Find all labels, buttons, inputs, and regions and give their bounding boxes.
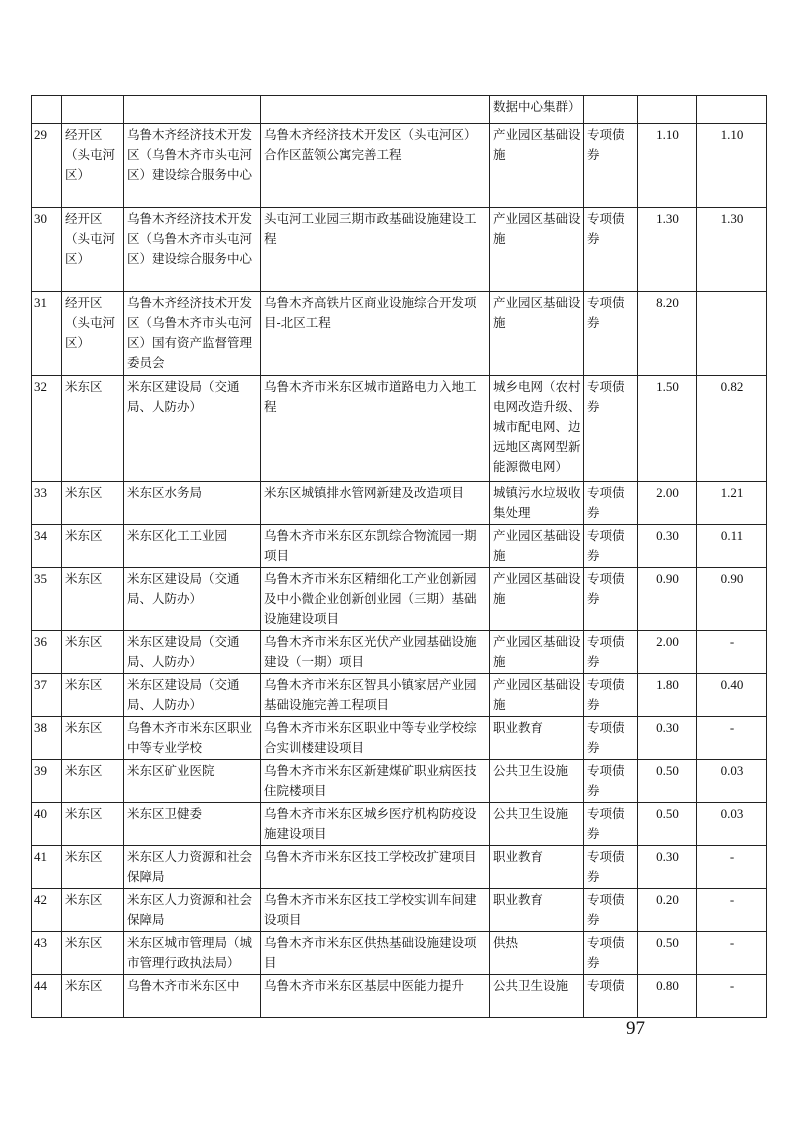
row-number: 31 (32, 292, 62, 376)
unit-cell: 乌鲁木齐经济技术开发区（乌鲁木齐市头屯河区）建设综合服务中心 (124, 208, 261, 292)
amount-cell: 8.20 (638, 292, 697, 376)
amount2-cell: - (697, 717, 767, 760)
amount-cell: 0.50 (638, 803, 697, 846)
district-cell: 经开区（头屯河区） (62, 124, 124, 208)
project-cell: 乌鲁木齐市米东区精细化工产业创新园及中小微企业创新创业园（三期）基础设施建设项目 (261, 568, 490, 631)
field-cell: 职业教育 (490, 846, 584, 889)
continuation-amount-cell (638, 96, 697, 124)
amount-cell: 0.50 (638, 760, 697, 803)
unit-cell: 米东区建设局（交通局、人防办） (124, 376, 261, 482)
row-number: 29 (32, 124, 62, 208)
bond-type-cell: 专项债券 (584, 568, 638, 631)
bond-type-cell: 专项债券 (584, 717, 638, 760)
project-table (31, 95, 767, 1018)
field-cell: 产业园区基础设施 (490, 124, 584, 208)
table-row (32, 674, 767, 717)
continuation-unit-cell (124, 96, 261, 124)
bond-type-cell: 专项债券 (584, 208, 638, 292)
row-number: 32 (32, 376, 62, 482)
row-number: 33 (32, 482, 62, 525)
unit-cell: 米东区卫健委 (124, 803, 261, 846)
bond-type-cell: 专项债券 (584, 525, 638, 568)
amount2-cell: 1.21 (697, 482, 767, 525)
field-cell: 城乡电网（农村电网改造升级、城市配电网、边远地区离网型新能源微电网） (490, 376, 584, 482)
field-cell: 公共卫生设施 (490, 760, 584, 803)
field-cell: 公共卫生设施 (490, 975, 584, 1018)
amount-cell: 0.30 (638, 846, 697, 889)
amount-cell: 0.20 (638, 889, 697, 932)
district-cell: 米东区 (62, 568, 124, 631)
table-row (32, 124, 767, 208)
district-cell: 米东区 (62, 525, 124, 568)
unit-cell: 米东区化工工业园 (124, 525, 261, 568)
district-cell: 米东区 (62, 889, 124, 932)
district-cell: 经开区（头屯河区） (62, 292, 124, 376)
field-cell: 公共卫生设施 (490, 803, 584, 846)
project-cell: 乌鲁木齐市米东区供热基础设施建设项目 (261, 932, 490, 975)
amount2-cell: 1.10 (697, 124, 767, 208)
amount-cell: 1.80 (638, 674, 697, 717)
amount2-cell: 0.90 (697, 568, 767, 631)
project-cell: 乌鲁木齐高铁片区商业设施综合开发项目-北区工程 (261, 292, 490, 376)
amount2-cell: 0.82 (697, 376, 767, 482)
amount-cell: 0.80 (638, 975, 697, 1018)
bond-type-cell: 专项债券 (584, 889, 638, 932)
district-cell: 米东区 (62, 975, 124, 1018)
table-row (32, 889, 767, 932)
district-cell: 米东区 (62, 932, 124, 975)
table-row (32, 975, 767, 1018)
bond-type-cell: 专项债券 (584, 631, 638, 674)
continuation-field-cell: 数据中心集群） (490, 96, 584, 124)
district-cell: 米东区 (62, 482, 124, 525)
project-cell: 乌鲁木齐市米东区技工学校实训车间建设项目 (261, 889, 490, 932)
continuation-row-number (32, 96, 62, 124)
unit-cell: 米东区人力资源和社会保障局 (124, 889, 261, 932)
bond-type-cell: 专项债券 (584, 760, 638, 803)
unit-cell: 米东区水务局 (124, 482, 261, 525)
field-cell: 城镇污水垃圾收集处理 (490, 482, 584, 525)
unit-cell: 米东区矿业医院 (124, 760, 261, 803)
unit-cell: 乌鲁木齐经济技术开发区（乌鲁木齐市头屯河区）国有资产监督管理委员会 (124, 292, 261, 376)
project-cell: 米东区城镇排水管网新建及改造项目 (261, 482, 490, 525)
table-row (32, 525, 767, 568)
row-number: 35 (32, 568, 62, 631)
amount-cell: 1.10 (638, 124, 697, 208)
row-number: 36 (32, 631, 62, 674)
row-number: 39 (32, 760, 62, 803)
field-cell: 职业教育 (490, 889, 584, 932)
district-cell: 米东区 (62, 760, 124, 803)
project-cell: 乌鲁木齐市米东区新建煤矿职业病医技住院楼项目 (261, 760, 490, 803)
project-cell: 乌鲁木齐市米东区东凯综合物流园一期项目 (261, 525, 490, 568)
amount2-cell: 0.03 (697, 803, 767, 846)
unit-cell: 乌鲁木齐市米东区职业中等专业学校 (124, 717, 261, 760)
amount2-cell: - (697, 631, 767, 674)
row-number: 44 (32, 975, 62, 1018)
row-number: 30 (32, 208, 62, 292)
page-number: 97 (626, 1018, 645, 1039)
field-cell: 职业教育 (490, 717, 584, 760)
bond-type-cell: 专项债券 (584, 124, 638, 208)
amount-cell: 2.00 (638, 482, 697, 525)
project-cell: 乌鲁木齐市米东区基层中医能力提升 (261, 975, 490, 1018)
continuation-bond-type-cell (584, 96, 638, 124)
amount2-cell: 0.03 (697, 760, 767, 803)
project-cell: 乌鲁木齐市米东区光伏产业园基础设施建设（一期）项目 (261, 631, 490, 674)
amount-cell: 0.30 (638, 525, 697, 568)
bond-type-cell: 专项债券 (584, 932, 638, 975)
amount2-cell: 0.11 (697, 525, 767, 568)
amount2-cell: - (697, 975, 767, 1018)
table-body (32, 96, 767, 1018)
table-row (32, 717, 767, 760)
table-row (32, 631, 767, 674)
unit-cell: 乌鲁木齐经济技术开发区（乌鲁木齐市头屯河区）建设综合服务中心 (124, 124, 261, 208)
district-cell: 米东区 (62, 717, 124, 760)
amount-cell: 1.30 (638, 208, 697, 292)
unit-cell: 米东区人力资源和社会保障局 (124, 846, 261, 889)
bond-type-cell: 专项债券 (584, 674, 638, 717)
district-cell: 米东区 (62, 803, 124, 846)
field-cell: 产业园区基础设施 (490, 568, 584, 631)
project-cell: 乌鲁木齐市米东区城乡医疗机构防疫设施建设项目 (261, 803, 490, 846)
amount2-cell: 0.40 (697, 674, 767, 717)
field-cell: 产业园区基础设施 (490, 525, 584, 568)
project-cell: 乌鲁木齐市米东区职业中等专业学校综合实训楼建设项目 (261, 717, 490, 760)
continuation-project-cell (261, 96, 490, 124)
table-row (32, 568, 767, 631)
unit-cell: 米东区建设局（交通局、人防办） (124, 568, 261, 631)
row-number: 41 (32, 846, 62, 889)
bond-type-cell: 专项债券 (584, 846, 638, 889)
table-row (32, 376, 767, 482)
amount-cell: 0.50 (638, 932, 697, 975)
table-row (32, 760, 767, 803)
table-row (32, 208, 767, 292)
bond-type-cell: 专项债券 (584, 803, 638, 846)
continuation-district-cell (62, 96, 124, 124)
field-cell: 供热 (490, 932, 584, 975)
amount2-cell (697, 292, 767, 376)
row-number: 37 (32, 674, 62, 717)
project-cell: 乌鲁木齐经济技术开发区（头屯河区）合作区蓝领公寓完善工程 (261, 124, 490, 208)
table-row (32, 803, 767, 846)
bond-type-cell: 专项债券 (584, 482, 638, 525)
continuation-amount2-cell (697, 96, 767, 124)
amount-cell: 2.00 (638, 631, 697, 674)
field-cell: 产业园区基础设施 (490, 292, 584, 376)
bond-type-cell: 专项债 (584, 975, 638, 1018)
amount2-cell: - (697, 889, 767, 932)
unit-cell: 乌鲁木齐市米东区中 (124, 975, 261, 1018)
unit-cell: 米东区建设局（交通局、人防办） (124, 631, 261, 674)
amount-cell: 1.50 (638, 376, 697, 482)
bond-type-cell: 专项债券 (584, 376, 638, 482)
row-number: 42 (32, 889, 62, 932)
bond-type-cell: 专项债券 (584, 292, 638, 376)
table-row (32, 932, 767, 975)
amount2-cell: 1.30 (697, 208, 767, 292)
district-cell: 米东区 (62, 376, 124, 482)
row-number: 34 (32, 525, 62, 568)
field-cell: 产业园区基础设施 (490, 674, 584, 717)
row-number: 38 (32, 717, 62, 760)
unit-cell: 米东区建设局（交通局、人防办） (124, 674, 261, 717)
table-row-continuation (32, 96, 767, 124)
district-cell: 经开区（头屯河区） (62, 208, 124, 292)
amount-cell: 0.30 (638, 717, 697, 760)
row-number: 43 (32, 932, 62, 975)
amount-cell: 0.90 (638, 568, 697, 631)
field-cell: 产业园区基础设施 (490, 208, 584, 292)
amount2-cell: - (697, 932, 767, 975)
unit-cell: 米东区城市管理局（城市管理行政执法局） (124, 932, 261, 975)
amount2-cell: - (697, 846, 767, 889)
table-row (32, 846, 767, 889)
district-cell: 米东区 (62, 631, 124, 674)
project-cell: 头屯河工业园三期市政基础设施建设工程 (261, 208, 490, 292)
district-cell: 米东区 (62, 674, 124, 717)
project-cell: 乌鲁木齐市米东区智具小镇家居产业园基础设施完善工程项目 (261, 674, 490, 717)
row-number: 40 (32, 803, 62, 846)
district-cell: 米东区 (62, 846, 124, 889)
project-cell: 乌鲁木齐市米东区城市道路电力入地工程 (261, 376, 490, 482)
table-row (32, 482, 767, 525)
project-cell: 乌鲁木齐市米东区技工学校改扩建项目 (261, 846, 490, 889)
table-row (32, 292, 767, 376)
field-cell: 产业园区基础设施 (490, 631, 584, 674)
